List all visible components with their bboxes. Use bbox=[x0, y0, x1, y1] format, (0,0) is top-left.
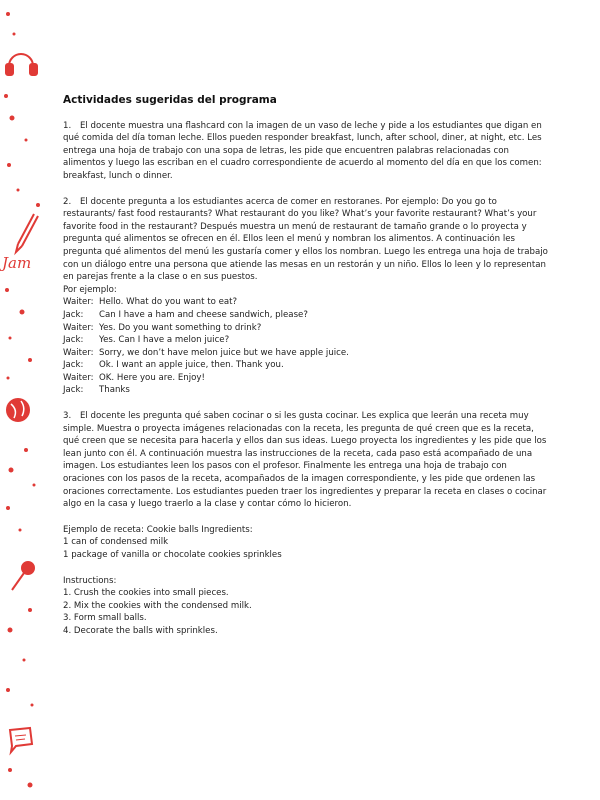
recipe-instructions bbox=[63, 575, 548, 638]
activity-3 bbox=[63, 410, 548, 511]
activity-number: 1. bbox=[63, 120, 72, 131]
activity-text: El docente les pregunta qué saben cocinar o si les gusta cocinar. Les explica que leerán una receta muy simple. Muestra o proyecta imágenes relacionadas con la receta, les pregunta de qué creen que es la receta, qué creen que se necesita para hacerla y ellos dan sus ideas. Luego proyecta los ingredientes y les pide que los lean junto con él. A continuación muestra las instrucciones de la receta, cada paso está acompañado de una imagen. Los estudiantes leen los pasos con el profesor. Finalmente les entrega una hoja de trabajo con oraciones con los pasos de la receta, acompañados de la imagen correspondiente, y les pide que ordenen las oraciones correctamente. Los estudiantes pueden traer los ingredientes y preparar la receta en clases o cocinar algo en la casa y luego traerlo a la clase y contar cómo lo hicieron. bbox=[63, 411, 547, 510]
pencil-icon bbox=[16, 214, 38, 252]
page-content bbox=[63, 94, 548, 651]
globe-icon bbox=[7, 399, 29, 421]
dialog-line: Waiter: Yes. Do you want something to drink? bbox=[63, 322, 262, 333]
activity-text: El docente pregunta a los estudiantes acerca de comer en restoranes. Por ejemplo: Do you go to restaurants/ fast food restaurants? What restaurant do you like? What’s your favorite restaurant? What’s your favorite food in the restaurant? Después muestra un menú de restaurant de tamaño grande o lo proyecta y pregunta qué alimentos se ofrecen en él. Ellos leen el menú y nombran los alimentos. A continuación les pregunta qué alimentos del menú les gustaría comer y ellos los nombran. Luego les entrega una hoja de trabajo con un diálogo entre una persona que atiende las mesas en un restorán y un niño. Ellos lo leen y lo representan en parejas frente a la clase o en sus puestos. bbox=[63, 196, 548, 283]
instruction-step: 1. Crush the cookies into small pieces. bbox=[63, 588, 229, 599]
instruction-step: 2. Mix the cookies with the condensed milk. bbox=[63, 600, 252, 611]
recipe-heading: Ejemplo de receta: Cookie balls Ingredients: bbox=[63, 524, 253, 535]
microphone-icon bbox=[12, 562, 34, 590]
dialog bbox=[63, 296, 548, 397]
doodle-word: Jam bbox=[2, 254, 32, 272]
ingredient-item: 1 package of vanilla or chocolate cookies sprinkles bbox=[63, 550, 282, 560]
instruction-step: 3. Form small balls. bbox=[63, 613, 147, 624]
recipe-ingredients bbox=[63, 524, 548, 562]
headphones-icon bbox=[6, 54, 37, 75]
page-title: Actividades sugeridas del programa bbox=[63, 94, 277, 106]
dialog-line: Jack: Yes. Can I have a melon juice? bbox=[63, 335, 230, 346]
instruction-step: 4. Decorate the balls with sprinkles. bbox=[63, 625, 218, 636]
activity-number: 3. bbox=[63, 411, 72, 422]
ingredient-item: 1 can of condensed milk bbox=[63, 537, 169, 548]
activity-1 bbox=[63, 120, 548, 183]
dialog-line: Waiter: Hello. What do you want to eat? bbox=[63, 297, 238, 308]
instructions-heading: Instructions: bbox=[63, 575, 117, 586]
dialog-line: Jack: Ok. I want an apple juice, then. Thank you. bbox=[63, 360, 284, 371]
example-label: Por ejemplo: bbox=[63, 284, 117, 295]
dialog-line: Waiter: OK. Here you are. Enjoy! bbox=[63, 372, 205, 383]
activity-2 bbox=[63, 196, 548, 398]
speech-bubble-icon bbox=[10, 728, 32, 752]
activity-text: El docente muestra una flashcard con la imagen de un vaso de leche y pide a los estudiantes que digan en qué comida del día toman leche. Ellos pueden responder breakfast, lunch, after school, diner, at night, etc. Les entrega una hoja de trabajo con una sopa de letras, les pide que encuentren palabras relacionadas con alimentos y luego las escriban en el cuadro correspondiente de acuerdo al momento del día en que los comen: breakfast, lunch o dinner. bbox=[63, 120, 542, 181]
dialog-line: Waiter: Sorry, we don’t have melon juice but we have apple juice. bbox=[63, 347, 349, 358]
activity-number: 2. bbox=[63, 196, 72, 207]
dialog-line: Jack: Can I have a ham and cheese sandwich, please? bbox=[63, 309, 308, 320]
margin-decoration bbox=[0, 0, 48, 800]
dialog-line: Jack: Thanks bbox=[63, 385, 130, 396]
